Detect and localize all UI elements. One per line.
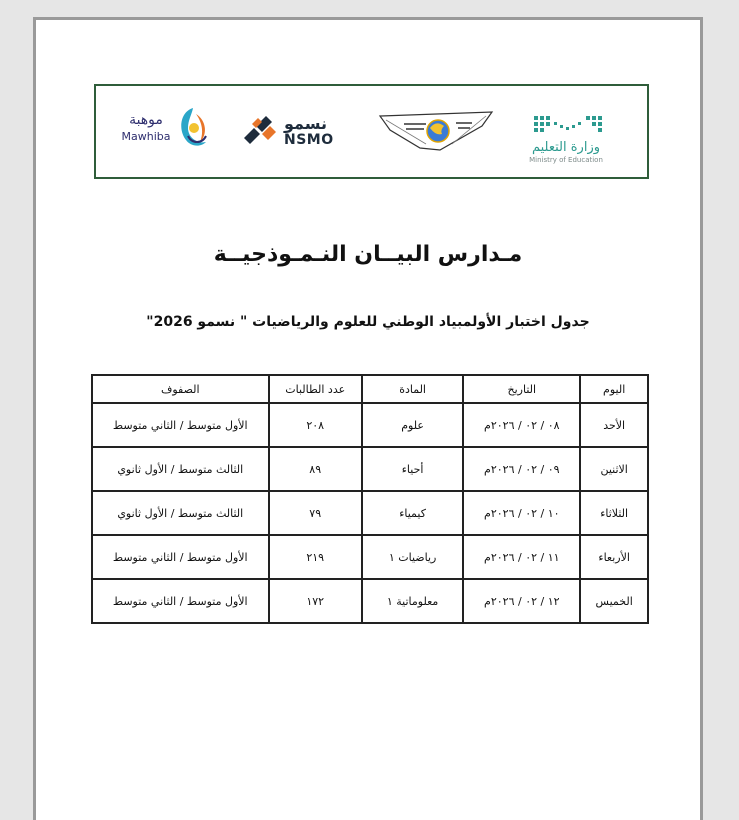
nsmo-mark-icon xyxy=(244,116,280,146)
moe-english-name: Ministry of Education xyxy=(529,156,603,164)
ministry-of-education-logo xyxy=(516,86,646,177)
table-row xyxy=(92,447,648,491)
header-date: التاريخ xyxy=(463,375,580,403)
nsmo-logo xyxy=(242,86,347,177)
cell-date: ١٠ / ٠٢ / ٢٠٢٦م xyxy=(463,491,580,535)
table-row xyxy=(92,403,648,447)
olympiad-logo xyxy=(376,86,496,177)
mawhiba-mark-icon xyxy=(176,106,210,150)
mawhiba-logo xyxy=(116,86,216,177)
cell-date: ١٢ / ٠٢ / ٢٠٢٦م xyxy=(463,579,580,623)
cell-grades: الثالث متوسط / الأول ثانوي xyxy=(92,447,269,491)
table-title: جدول اختبار الأولمبياد الوطني للعلوم والرياضيات " نسمو 2026" xyxy=(146,314,590,330)
cell-subject: رياضيات ١ xyxy=(362,535,463,579)
header-day: اليوم xyxy=(580,375,648,403)
exam-schedule-table xyxy=(91,374,649,624)
nsmo-english-name: NSMO xyxy=(284,132,334,148)
cell-grades: الأول متوسط / الثاني متوسط xyxy=(92,579,269,623)
header-grades: الصفوف xyxy=(92,375,269,403)
moe-arabic-name: وزارة التعليم xyxy=(531,140,601,155)
cell-count: ٢١٩ xyxy=(269,535,362,579)
cell-day: الثلاثاء xyxy=(580,491,648,535)
cell-date: ١١ / ٠٢ / ٢٠٢٦م xyxy=(463,535,580,579)
logo-banner xyxy=(94,84,649,179)
cell-subject: علوم xyxy=(362,403,463,447)
moe-dots-icon xyxy=(534,114,604,134)
cell-day: الاثنين xyxy=(580,447,648,491)
cell-count: ٨٩ xyxy=(269,447,362,491)
cell-subject: معلوماتية ١ xyxy=(362,579,463,623)
mawhiba-arabic-name: موهبة xyxy=(129,112,163,128)
cell-count: ٢٠٨ xyxy=(269,403,362,447)
cell-count: ١٧٢ xyxy=(269,579,362,623)
mawhiba-english-name: Mawhiba xyxy=(121,130,171,143)
cell-day: الأحد xyxy=(580,403,648,447)
table-row xyxy=(92,535,648,579)
olympiad-emblem-icon xyxy=(376,86,496,177)
cell-count: ٧٩ xyxy=(269,491,362,535)
cell-date: ٠٩ / ٠٢ / ٢٠٢٦م xyxy=(463,447,580,491)
cell-subject: أحياء xyxy=(362,447,463,491)
cell-date: ٠٨ / ٠٢ / ٢٠٢٦م xyxy=(463,403,580,447)
document-page xyxy=(33,17,703,820)
cell-subject: كيمياء xyxy=(362,491,463,535)
table-header-row xyxy=(92,375,648,403)
cell-grades: الأول متوسط / الثاني متوسط xyxy=(92,403,269,447)
cell-grades: الأول متوسط / الثاني متوسط xyxy=(92,535,269,579)
header-subject: المادة xyxy=(362,375,463,403)
table-row xyxy=(92,579,648,623)
nsmo-arabic-name: نسمو xyxy=(284,114,328,133)
school-name-heading: مـدارس البيــان النـمـوذجيــة xyxy=(213,242,523,267)
cell-day: الأربعاء xyxy=(580,535,648,579)
table-row xyxy=(92,491,648,535)
cell-grades: الثالث متوسط / الأول ثانوي xyxy=(92,491,269,535)
cell-day: الخميس xyxy=(580,579,648,623)
header-student-count: عدد الطالبات xyxy=(269,375,362,403)
